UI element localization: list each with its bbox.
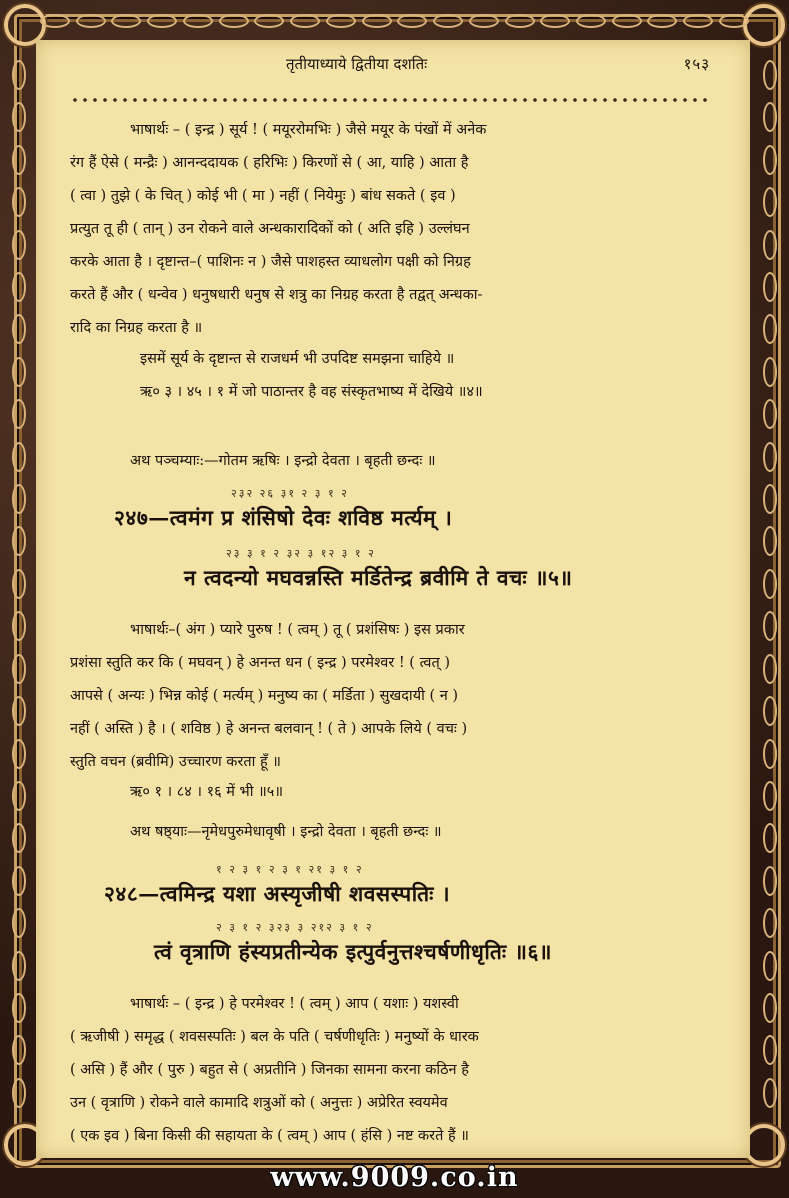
book-page xyxy=(36,40,750,1158)
text-line: ( ऋजीषी ) समृद्ध ( शवसस्पतिः ) बल के पति ( चर्षणीधृतिः ) मनुष्यों के धारक xyxy=(70,1029,479,1045)
website-watermark: www.9009.co.in xyxy=(270,1162,519,1193)
svara-marks: २३ ३ १ २ ३२ ३ १२ ३ १ २ xyxy=(226,547,376,560)
section2-intro xyxy=(70,445,710,478)
text-line: प्रशंसा स्तुति कर कि ( मघवन् ) हे अनन्त धन ( इन्द्र ) परमेश्वर ! ( त्वत् ) xyxy=(70,655,451,671)
mantra-line: न त्वदन्यो मघवन्नस्ति मर्डितेन्द्र ब्रवीमि ते वचः ॥५॥ xyxy=(184,565,573,590)
section1-translation xyxy=(70,114,710,345)
text-line: रादि का निग्रह करता है ॥ xyxy=(70,320,203,336)
section2-translation xyxy=(70,614,710,779)
text-line: भाषार्थः – ( इन्द्र ) हे परमेश्वर ! ( त्वम् ) आप ( यशाः ) यशस्वी xyxy=(130,996,459,1012)
text-line: आपसे ( अन्यः ) भिन्न कोई ( मर्त्यम् ) मनुष्य का ( मर्डिता ) सुखदायी ( न ) xyxy=(70,688,459,704)
running-title: तृतीयाध्याये द्वितीया दशतिः xyxy=(286,55,428,73)
rishi-devata-line: अथ पञ्चम्याः:—गोतम ऋषिः । इन्द्रो देवता । बृहती छन्दः ॥ xyxy=(130,453,436,469)
left-border-ornaments xyxy=(12,60,26,1108)
text-line: उन ( वृत्राणि ) रोकने वाले कामादि शत्रुओं को ( अनुत्तः ) अप्रेरित स्वयमेव xyxy=(70,1095,448,1111)
svara-marks: १ २ ३ १ २ ३ १ २१ ३ १ २ xyxy=(216,863,364,876)
page-number: १५३ xyxy=(683,55,710,73)
section3-intro xyxy=(70,816,710,849)
text-line: नहीं ( अस्ति ) है । ( शविष्ठ ) हे अनन्त बलवान् ! ( ते ) आपके लिये ( वचः ) xyxy=(70,721,468,737)
section1-notes xyxy=(70,343,710,409)
svara-marks: २ ३ १ २ ३२३ ३ २१२ ३ १ २ xyxy=(216,921,374,934)
reference-line: ऋ० १ । ८४ । १६ में भी ॥५॥ xyxy=(130,784,284,800)
text-line: भाषार्थः–( अंग ) प्यारे पुरुष ! ( त्वम् ) तू ( प्रशंसिषः ) इस प्रकार xyxy=(130,622,465,638)
text-line: ( एक इव ) बिना किसी की सहायता के ( त्वम् ) आप ( हंसि ) नष्ट करते हैं ॥ xyxy=(70,1128,469,1144)
header-divider xyxy=(70,96,710,104)
text-line: ( असि ) हैं और ( पुरु ) बहुत से ( अप्रतीनि ) जिनका सामना करना कठिन है xyxy=(70,1062,469,1078)
page-header xyxy=(36,50,750,76)
text-line: रंग हैं ऐसे ( मन्द्रैः ) आनन्ददायक ( हरिभिः ) किरणों से ( आ, याहि ) आता है xyxy=(70,155,469,171)
mantra-line: २४७—त्वमंग प्र शंसिषो देवः शविष्ठ मर्त्यम् । xyxy=(114,505,453,530)
text-line: ( त्वा ) तुझे ( के चित् ) कोई भी ( मा ) नहीं ( नियेमुः ) बांध सकते ( इव ) xyxy=(70,188,456,204)
svara-marks: २३२ २६ ३१ २ ३ १ २ xyxy=(231,487,349,500)
text-line: भाषार्थः – ( इन्द्र ) सूर्य ! ( मयूररोमभिः ) जैसे मयूर के पंखों में अनेक xyxy=(130,122,487,138)
text-line: करते हैं और ( धन्वेव ) धनुषधारी धनुष से शत्रु का निग्रह करता है तद्वत् अन्धका- xyxy=(70,287,483,303)
mantra-line: २४८—त्वमिन्द्र यशा अस्यृजीषी शवसस्पतिः । xyxy=(104,881,451,906)
note-line: इसमें सूर्य के दृष्टान्त से राजधर्म भी उपदिष्ट समझना चाहिये ॥ xyxy=(140,351,455,367)
text-line: करके आता है । दृष्टान्त–( पाशिनः न ) जैसे पाशहस्त व्याधलोग पक्षी को निग्रह xyxy=(70,254,471,270)
text-line: स्तुति वचन (ब्रवीमि) उच्चारण करता हूँ ॥ xyxy=(70,754,281,770)
reference-line: ऋ० ३ । ४५ । १ में जो पाठान्तर है वह संस्कृतभाष्य में देखिये ॥४॥ xyxy=(140,384,483,400)
section2-notes xyxy=(70,776,710,809)
mantra-line: त्वं वृत्राणि हंस्यप्रतीन्येक इत्पुर्वनुत्तश्चर्षणीधृतिः ॥६॥ xyxy=(154,939,552,964)
rishi-devata-line: अथ षष्ठ्याः—नृमेधपुरुमेधावृषी । इन्द्रो देवता । बृहती छन्दः ॥ xyxy=(130,824,442,840)
right-border-ornaments xyxy=(763,60,777,1108)
section3-translation xyxy=(70,988,710,1153)
text-line: प्रत्युत तू ही ( तान् ) उन रोकने वाले अन्धकारादिकों को ( अति इहि ) उल्लंघन xyxy=(70,221,470,237)
top-border-ornaments xyxy=(40,14,749,28)
